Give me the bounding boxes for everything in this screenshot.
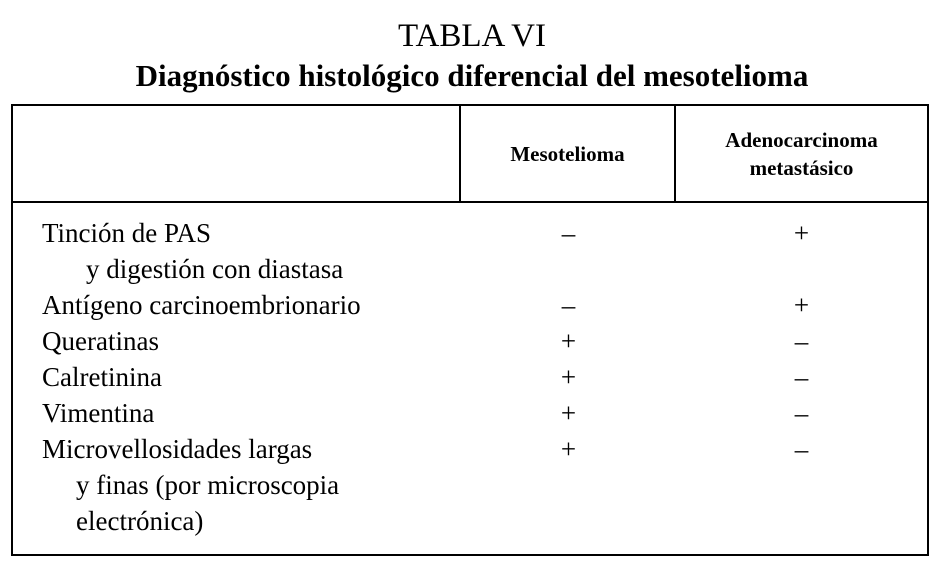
cell-adenocarcinoma: – bbox=[794, 434, 809, 464]
header-adenocarcinoma-line1: Adenocarcinoma bbox=[725, 127, 878, 152]
row-label bbox=[42, 215, 472, 287]
row-label bbox=[42, 431, 472, 539]
cell-adenocarcinoma: – bbox=[794, 326, 809, 356]
row-label-line: Calretinina bbox=[42, 362, 162, 392]
table-row bbox=[13, 359, 927, 395]
table-row bbox=[13, 287, 927, 323]
differential-table bbox=[11, 104, 929, 556]
row-label-line: y digestión con diastasa bbox=[86, 254, 344, 284]
cell-mesotelioma: – bbox=[561, 218, 576, 248]
row-label bbox=[42, 323, 472, 359]
cell-adenocarcinoma: + bbox=[793, 218, 810, 248]
header-adenocarcinoma-line2: metastásico bbox=[749, 155, 854, 180]
cell-mesotelioma: + bbox=[560, 326, 577, 356]
table-subtitle: Diagnóstico histológico diferencial del mesotelioma bbox=[135, 58, 809, 93]
table-row bbox=[13, 431, 927, 539]
header-empty-cell bbox=[13, 106, 461, 201]
cell-adenocarcinoma: + bbox=[793, 290, 810, 320]
cell-mesotelioma: + bbox=[560, 398, 577, 428]
table-title: TABLA VI bbox=[397, 18, 546, 54]
header-mesotelioma-label: Mesotelioma bbox=[510, 141, 625, 166]
header-mesotelioma bbox=[461, 106, 676, 201]
cell-adenocarcinoma: – bbox=[794, 362, 809, 392]
row-label-line: Tinción de PAS bbox=[42, 218, 212, 248]
table-body bbox=[13, 203, 927, 539]
cell-mesotelioma: + bbox=[560, 362, 577, 392]
row-label-line: Microvellosidades largas bbox=[42, 434, 313, 464]
table-row bbox=[13, 215, 927, 287]
row-label-line: electrónica) bbox=[76, 506, 204, 536]
row-label bbox=[42, 287, 472, 323]
header-adenocarcinoma bbox=[676, 106, 927, 201]
row-label-line: Vimentina bbox=[42, 398, 155, 428]
table-header bbox=[13, 106, 927, 203]
row-label-line: Queratinas bbox=[42, 326, 159, 356]
cell-mesotelioma: + bbox=[560, 434, 577, 464]
row-label-line: y finas (por microscopia bbox=[76, 470, 340, 500]
cell-adenocarcinoma: – bbox=[794, 398, 809, 428]
table-row bbox=[13, 395, 927, 431]
row-label bbox=[42, 359, 472, 395]
cell-mesotelioma: – bbox=[561, 290, 576, 320]
table-row bbox=[13, 323, 927, 359]
row-label bbox=[42, 395, 472, 431]
row-label-line: Antígeno carcinoembrionario bbox=[42, 290, 361, 320]
